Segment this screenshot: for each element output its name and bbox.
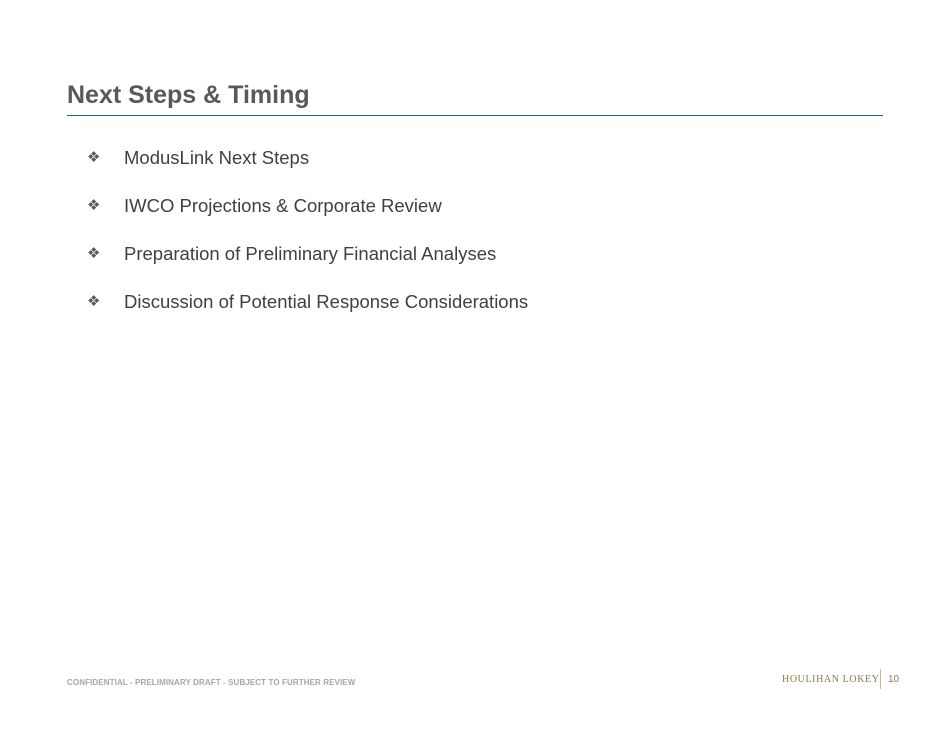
footer-divider [880,669,881,689]
bullet-text: Discussion of Potential Response Considerations [124,290,529,312]
diamond-bullet-icon: ❖ [87,244,101,262]
diamond-bullet-icon: ❖ [87,196,101,214]
slide-title: Next Steps & Timing [67,81,310,109]
bullet-text: ModusLink Next Steps [124,146,310,168]
title-underline [67,115,883,116]
bullet-text: Preparation of Preliminary Financial Analyses [124,242,497,264]
bullet-item [87,240,528,267]
page-number: 10 [888,674,900,685]
bullet-item [87,288,528,315]
bullet-list [87,144,528,336]
company-logo: HOULIHAN LOKEY [782,674,880,685]
diamond-bullet-icon: ❖ [87,292,101,310]
diamond-bullet-icon: ❖ [87,148,101,166]
bullet-item [87,192,528,219]
bullet-text: IWCO Projections & Corporate Review [124,194,442,216]
bullet-item [87,144,528,171]
confidentiality-notice: CONFIDENTIAL - PRELIMINARY DRAFT - SUBJECT TO FURTHER REVIEW [67,678,356,687]
